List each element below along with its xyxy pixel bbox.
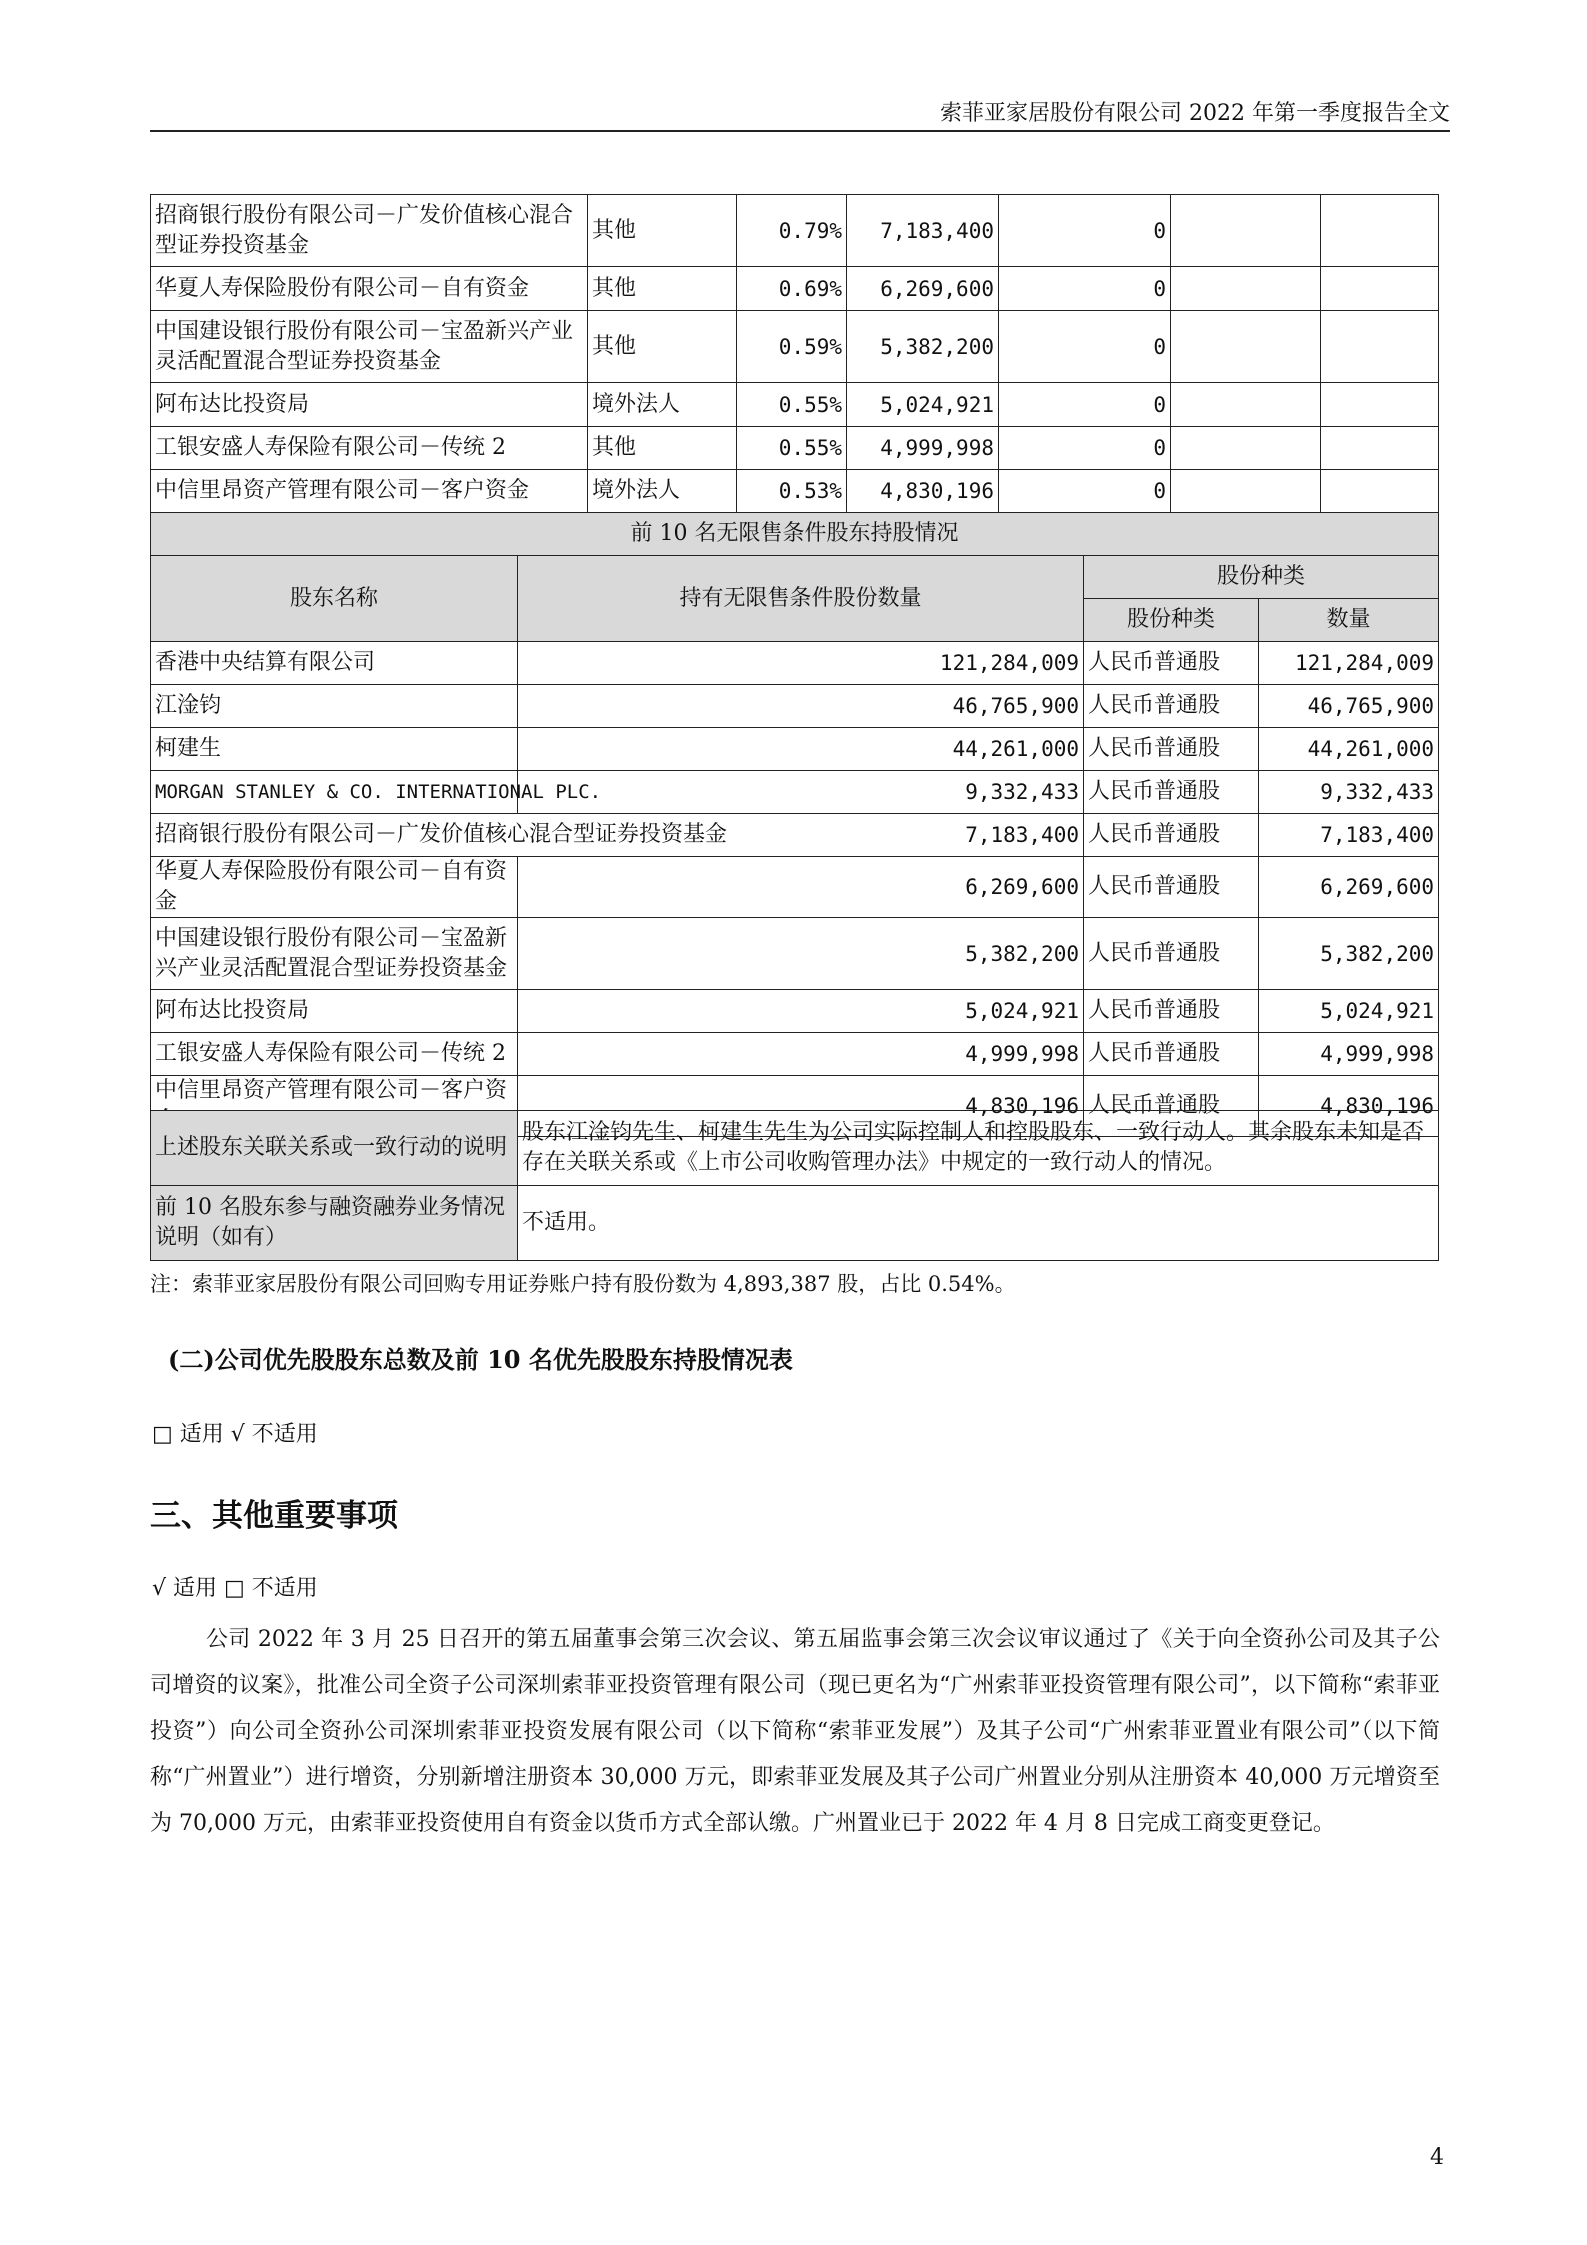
table-row — [151, 918, 1439, 990]
pledge-status — [1171, 427, 1321, 470]
share-amount: 7,183,400 — [1259, 814, 1439, 857]
table-row — [151, 427, 1439, 470]
unrestricted-qty: 46,765,900 — [518, 685, 1084, 728]
share-type: 人民币普通股 — [1084, 728, 1259, 771]
unrestricted-shareholders-table — [150, 512, 1439, 1137]
pledge-amount — [1321, 427, 1439, 470]
share-type: 人民币普通股 — [1084, 771, 1259, 814]
share-type: 人民币普通股 — [1084, 814, 1259, 857]
col-header-share-type: 股份种类 — [1084, 599, 1259, 642]
shareholder-name: 招商银行股份有限公司－广发价值核心混合型证券投资基金 — [151, 195, 588, 267]
shareholder-name: 柯建生 — [151, 728, 518, 771]
shareholder-name: 江淦钧 — [151, 685, 518, 728]
share-type: 人民币普通股 — [1084, 1076, 1259, 1137]
shareholder-name: 中信里昂资产管理有限公司－客户资 — [151, 1076, 518, 1137]
page-number: 4 — [1430, 2145, 1444, 2170]
table-row — [151, 470, 1439, 513]
restricted-shares: 0 — [999, 383, 1171, 427]
table-title-row — [151, 513, 1439, 556]
unrestricted-qty: 5,382,200 — [518, 918, 1084, 990]
share-type: 人民币普通股 — [1084, 857, 1259, 918]
shareholder-name: 中信里昂资产管理有限公司－客户资金 — [151, 470, 588, 513]
restricted-shares: 0 — [999, 427, 1171, 470]
shareholder-name: MORGAN STANLEY & CO. INTERNATIONAL PLC. — [151, 771, 518, 814]
col-header-shareholder-name: 股东名称 — [151, 556, 518, 642]
share-amount: 44,261,000 — [1259, 728, 1439, 771]
unrestricted-qty: 121,284,009 — [518, 642, 1084, 685]
pledge-status — [1171, 267, 1321, 311]
holding-ratio: 0.79% — [737, 195, 847, 267]
shareholder-name: 中国建设银行股份有限公司－宝盈新兴产业灵活配置混合型证券投资基金 — [151, 311, 588, 383]
pledge-status — [1171, 311, 1321, 383]
holding-shares: 7,183,400 — [847, 195, 999, 267]
share-amount: 46,765,900 — [1259, 685, 1439, 728]
shareholder-notes-table — [150, 1110, 1439, 1261]
section-3-heading: 三、其他重要事项 — [150, 1498, 398, 1534]
pledge-amount — [1321, 470, 1439, 513]
share-type: 人民币普通股 — [1084, 1033, 1259, 1076]
section-2-heading: (二)公司优先股股东总数及前 10 名优先股股东持股情况表 — [168, 1345, 793, 1374]
shareholder-nature: 其他 — [588, 267, 737, 311]
section-2-applicability: □ 适用 √ 不适用 — [152, 1422, 318, 1447]
share-type: 人民币普通股 — [1084, 990, 1259, 1033]
holding-shares: 5,382,200 — [847, 311, 999, 383]
share-amount: 9,332,433 — [1259, 771, 1439, 814]
pledge-status — [1171, 195, 1321, 267]
holding-ratio: 0.69% — [737, 267, 847, 311]
shareholder-name: 中国建设银行股份有限公司－宝盈新兴产业灵活配置混合型证券投资基金 — [151, 918, 518, 990]
table-row — [151, 642, 1439, 685]
unrestricted-qty: 44,261,000 — [518, 728, 1084, 771]
relation-label: 上述股东关联关系或一致行动的说明 — [151, 1111, 518, 1186]
shareholder-name: 阿布达比投资局 — [151, 990, 518, 1033]
holding-ratio: 0.55% — [737, 427, 847, 470]
shareholder-nature: 境外法人 — [588, 470, 737, 513]
table-row — [151, 990, 1439, 1033]
unrestricted-qty: 5,024,921 — [518, 990, 1084, 1033]
table-row — [151, 857, 1439, 918]
pledge-amount — [1321, 383, 1439, 427]
unrestricted-qty: 6,269,600 — [518, 857, 1084, 918]
share-amount: 6,269,600 — [1259, 857, 1439, 918]
holding-shares: 6,269,600 — [847, 267, 999, 311]
pledge-amount — [1321, 267, 1439, 311]
holding-ratio: 0.55% — [737, 383, 847, 427]
holding-shares: 4,999,998 — [847, 427, 999, 470]
share-amount: 5,382,200 — [1259, 918, 1439, 990]
col-header-unrestricted-qty: 持有无限售条件股份数量 — [518, 556, 1084, 642]
holding-shares: 5,024,921 — [847, 383, 999, 427]
shareholder-name: 工银安盛人寿保险有限公司－传统 2 — [151, 427, 588, 470]
share-amount: 121,284,009 — [1259, 642, 1439, 685]
restricted-shares: 0 — [999, 311, 1171, 383]
table-row — [151, 1186, 1439, 1261]
shareholder-name: 华夏人寿保险股份有限公司－自有资金 — [151, 857, 518, 918]
pledge-status — [1171, 470, 1321, 513]
table-row — [151, 1033, 1439, 1076]
section-3-paragraph: 公司 2022 年 3 月 25 日召开的第五届董事会第三次会议、第五届监事会第三次会议审议通过了《关于向全资孙公司及其子公司增资的议案》，批准公司全资子公司深圳索菲亚投资管理有限公司（现已更名为“广州索菲亚投资管理有限公司”，以下简称“索菲亚投资”）向公司全资孙公司深圳索菲亚投资发展有限公司（以下简称“索菲亚发展”）及其子公司“广州索菲亚置业有限公司”（以下简称“广州置业”）进行增资，分别新增注册资本 30,000 万元，即索菲亚发展及其子公司广州置业分别从注册资本 40,000 万元增资至为 70,000 万元，由索菲亚投资使用自有资金以货币方式全部认缴。广州置业已于 2022 年 4 月 8 日完成工商变更登记。 — [150, 1627, 1440, 1836]
shareholder-name: 香港中央结算有限公司 — [151, 642, 518, 685]
shareholder-nature: 其他 — [588, 427, 737, 470]
table-header-row — [151, 556, 1439, 599]
shareholder-nature: 其他 — [588, 195, 737, 267]
table-row — [151, 728, 1439, 771]
restricted-shares: 0 — [999, 195, 1171, 267]
unrestricted-qty: 4,999,998 — [518, 1033, 1084, 1076]
relation-text: 股东江淦钧先生、柯建生先生为公司实际控制人和控股股东、一致行动人。其余股东未知是否存在关联关系或《上市公司收购管理办法》中规定的一致行动人的情况。 — [518, 1111, 1439, 1186]
table-row — [151, 311, 1439, 383]
shareholder-name: 招商银行股份有限公司－广发价值核心混合型证券投资基金 — [151, 814, 799, 857]
share-amount: 4,999,998 — [1259, 1033, 1439, 1076]
share-type: 人民币普通股 — [1084, 685, 1259, 728]
section-3-applicability: √ 适用 □ 不适用 — [152, 1576, 318, 1601]
holding-ratio: 0.53% — [737, 470, 847, 513]
header-rule — [150, 130, 1450, 132]
table-note: 注：索菲亚家居股份有限公司回购专用证券账户持有股份数为 4,893,387 股，占比 0.54%。 — [150, 1272, 1016, 1296]
top10-shareholders-table — [150, 194, 1439, 513]
restricted-shares: 0 — [999, 470, 1171, 513]
shareholder-name: 工银安盛人寿保险有限公司－传统 2 — [151, 1033, 518, 1076]
pledge-amount — [1321, 195, 1439, 267]
unrestricted-qty: 4,830,196 — [518, 1076, 1084, 1137]
table-row — [151, 195, 1439, 267]
share-type: 人民币普通股 — [1084, 642, 1259, 685]
table-row — [151, 771, 1439, 814]
margin-trading-text: 不适用。 — [518, 1186, 1439, 1261]
shareholder-name: 阿布达比投资局 — [151, 383, 588, 427]
pledge-amount — [1321, 311, 1439, 383]
share-type: 人民币普通股 — [1084, 918, 1259, 990]
table-row — [151, 267, 1439, 311]
holding-shares: 4,830,196 — [847, 470, 999, 513]
table-row — [151, 814, 1439, 857]
col-header-amount: 数量 — [1259, 599, 1439, 642]
share-amount: 4,830,196 — [1259, 1076, 1439, 1137]
col-header-share-type-group: 股份种类 — [1084, 556, 1439, 599]
page-header: 索菲亚家居股份有限公司 2022 年第一季度报告全文 — [940, 101, 1450, 126]
shareholder-name: 华夏人寿保险股份有限公司－自有资金 — [151, 267, 588, 311]
table-row — [151, 1111, 1439, 1186]
unrestricted-table-title: 前 10 名无限售条件股东持股情况 — [151, 513, 1439, 556]
holding-ratio: 0.59% — [737, 311, 847, 383]
table-row — [151, 383, 1439, 427]
pledge-status — [1171, 383, 1321, 427]
margin-trading-label: 前 10 名股东参与融资融券业务情况说明（如有） — [151, 1186, 518, 1261]
unrestricted-qty: 7,183,400 — [799, 814, 1084, 857]
table-row — [151, 685, 1439, 728]
shareholder-nature: 其他 — [588, 311, 737, 383]
unrestricted-qty: 9,332,433 — [518, 771, 1084, 814]
restricted-shares: 0 — [999, 267, 1171, 311]
share-amount: 5,024,921 — [1259, 990, 1439, 1033]
shareholder-nature: 境外法人 — [588, 383, 737, 427]
